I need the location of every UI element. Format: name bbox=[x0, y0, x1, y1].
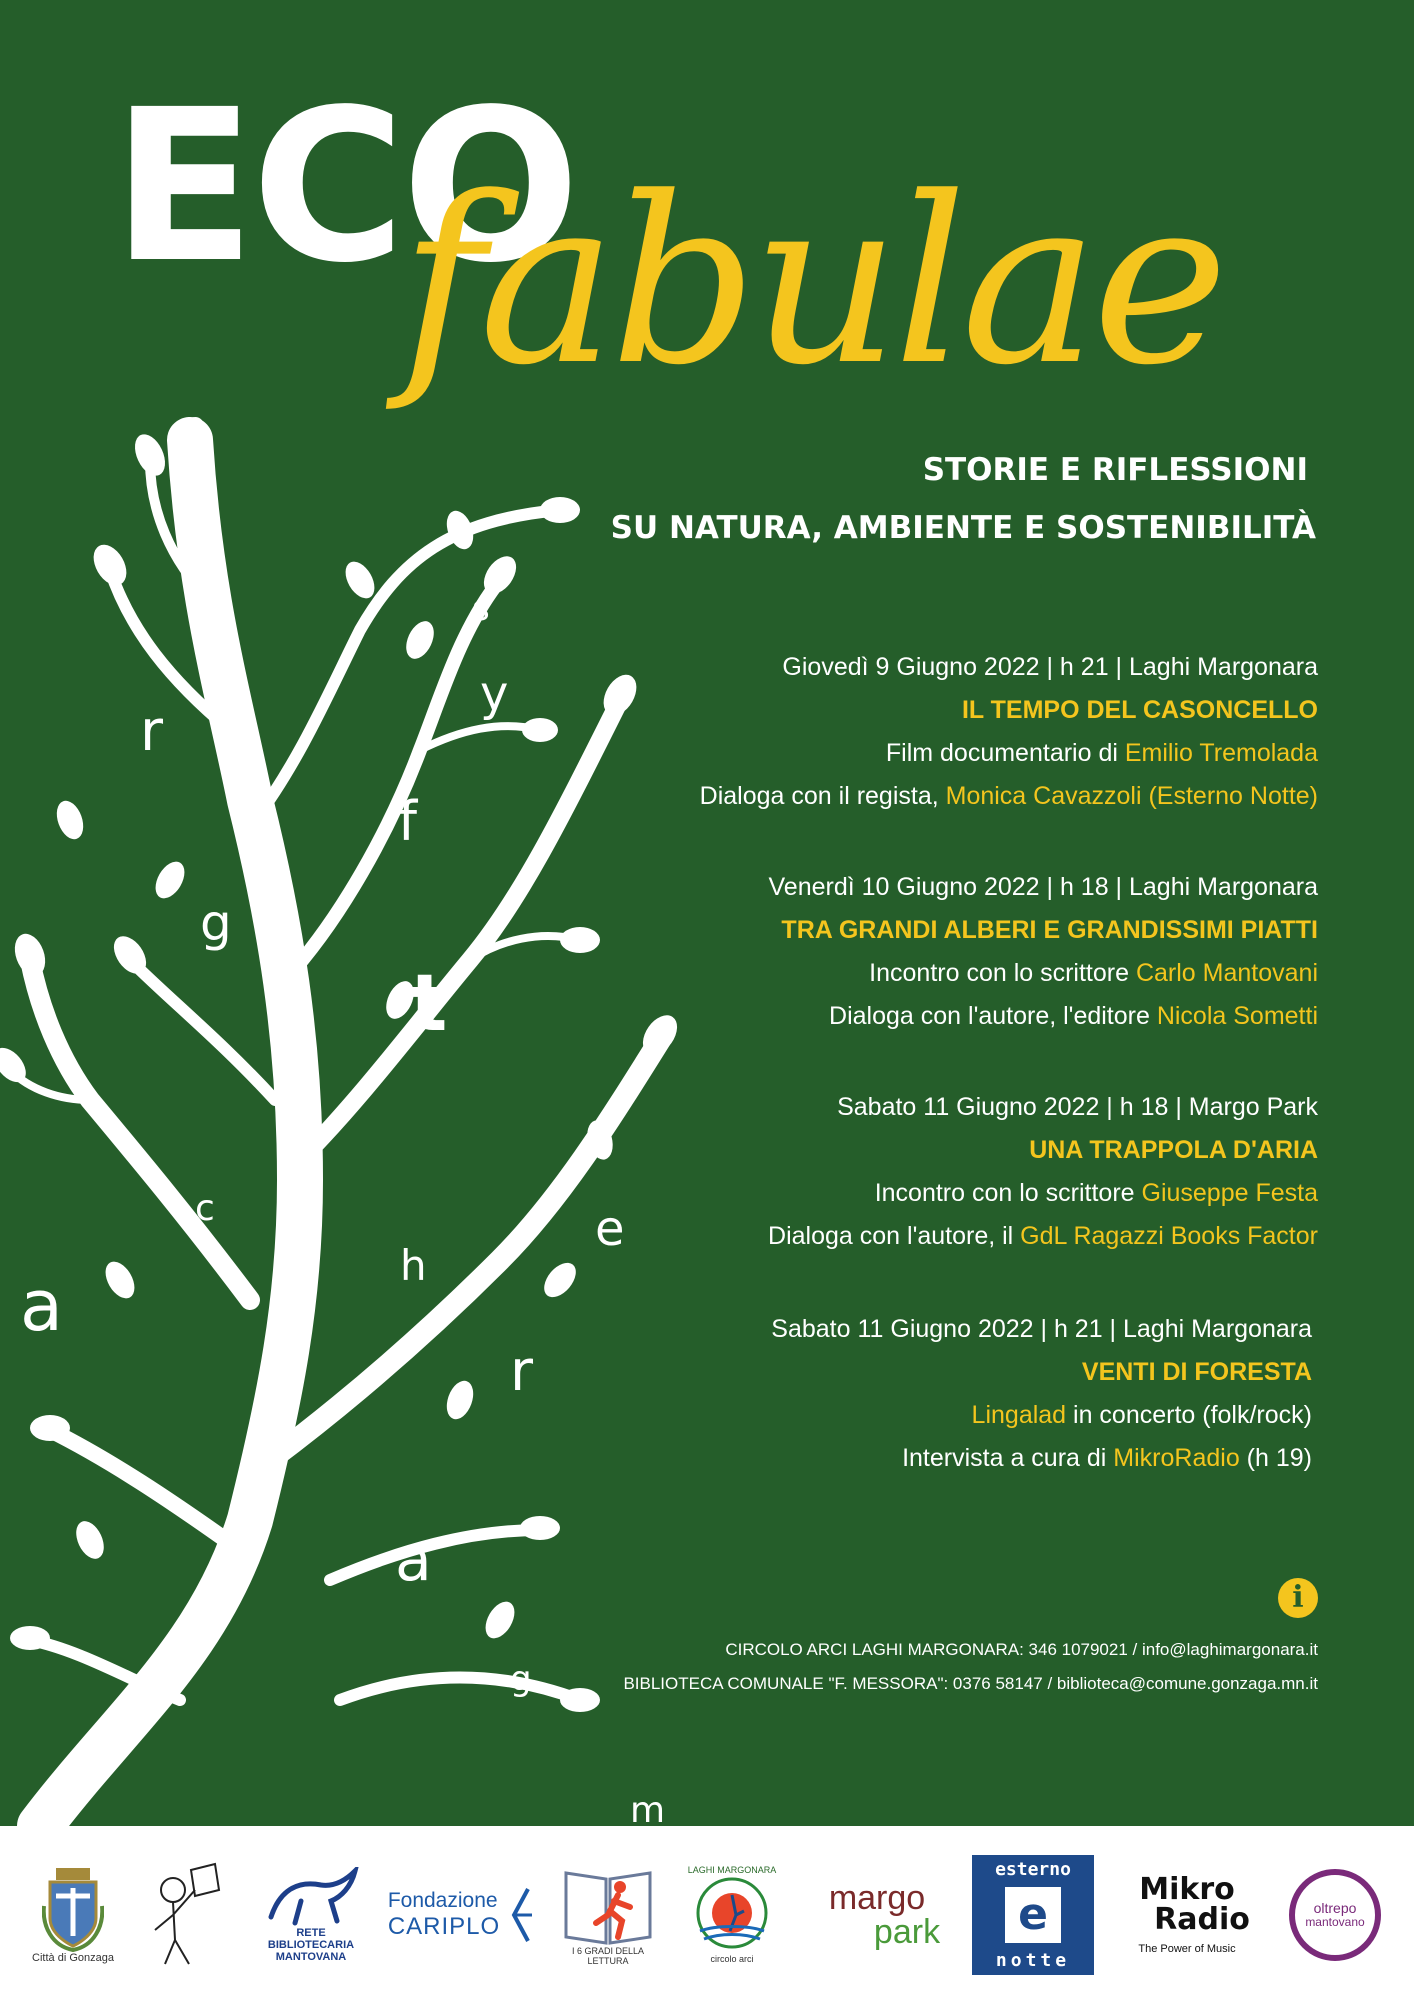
event-highlight: Lingalad bbox=[971, 1401, 1067, 1429]
event-highlight: MikroRadio bbox=[1113, 1444, 1240, 1472]
logo-citta-di-gonzaga bbox=[28, 1850, 118, 1980]
event-text: Film documentario di bbox=[885, 739, 1125, 767]
event-highlight: Emilio Tremolada bbox=[1124, 739, 1318, 767]
logo-caption: MANTOVANA bbox=[275, 1951, 347, 1964]
event-title: VENTI DI FORESTA bbox=[1081, 1358, 1312, 1386]
tree-letter: y bbox=[480, 666, 509, 722]
logo-reader-drawing bbox=[140, 1850, 230, 1980]
event-3 bbox=[558, 1086, 1318, 1258]
horse-book-icon bbox=[261, 1867, 361, 1927]
logo-caption: I 6 GRADI DELLA LETTURA bbox=[571, 1946, 645, 1966]
logo-margo-park bbox=[802, 1850, 952, 1980]
tree-letter: c bbox=[195, 1188, 215, 1229]
cariplo-mark-icon bbox=[508, 1885, 534, 1945]
tree-letter: g bbox=[510, 1659, 532, 1699]
logo-caption: margo bbox=[828, 1879, 926, 1917]
event-4 bbox=[552, 1308, 1312, 1480]
logo-caption: oltrepo bbox=[1313, 1899, 1357, 1916]
logo-caption: CARIPLO bbox=[387, 1913, 501, 1940]
tree-letter: h bbox=[400, 1241, 427, 1290]
logo-caption: park bbox=[873, 1913, 941, 1951]
tree-letter: a bbox=[20, 1265, 63, 1347]
event-line-2 bbox=[552, 1437, 1312, 1480]
contact-line-2: BIBLIOTECA COMUNALE "F. MESSORA": 0376 58147 / biblioteca@comune.gonzaga.mn.it bbox=[623, 1674, 1318, 1693]
event-text: Dialoga con l'autore, il bbox=[768, 1222, 1021, 1250]
logo-caption: circolo arci bbox=[710, 1954, 754, 1965]
event-text: in concerto (folk/rock) bbox=[1066, 1401, 1312, 1429]
logo-caption: notte bbox=[995, 1950, 1071, 1971]
title-eco: ECO bbox=[112, 64, 577, 309]
book-runner-icon bbox=[560, 1863, 656, 1947]
logo-caption: RETE bbox=[296, 1926, 326, 1939]
event-text: Incontro con lo scrittore bbox=[874, 1179, 1142, 1207]
event-date: Giovedì 9 Giugno 2022 | h 21 | Laghi Margonara bbox=[782, 653, 1318, 681]
heron-lake-icon bbox=[690, 1875, 774, 1955]
logo-oltrepo-mantovano bbox=[1280, 1850, 1390, 1980]
event-highlight: GdL Ragazzi Books Factor bbox=[1020, 1222, 1318, 1250]
logo-caption: Fondazione bbox=[387, 1889, 498, 1912]
logo-caption: esterno bbox=[995, 1859, 1071, 1880]
logo-caption: mantovano bbox=[1305, 1915, 1365, 1930]
event-line-1 bbox=[558, 732, 1318, 775]
contact-line-1: CIRCOLO ARCI LAGHI MARGONARA: 346 1079021 / info@laghimargonara.it bbox=[725, 1640, 1318, 1659]
sponsor-logos bbox=[0, 1826, 1414, 2000]
event-date: Sabato 11 Giugno 2022 | h 21 | Laghi Margonara bbox=[771, 1315, 1312, 1343]
logo-caption: Radio bbox=[1154, 1901, 1250, 1937]
tree-letter: g bbox=[200, 894, 232, 952]
logo-laghi-margonara bbox=[680, 1850, 784, 1980]
logo-caption: Mikro bbox=[1139, 1871, 1235, 1907]
tree-letter: f bbox=[398, 790, 418, 853]
title-fabulae: fabulae bbox=[400, 149, 1223, 416]
event-title: UNA TRAPPOLA D'ARIA bbox=[1029, 1136, 1318, 1164]
logo-esterno-notte bbox=[970, 1850, 1096, 1980]
event-text: Intervista a cura di bbox=[902, 1444, 1114, 1472]
event-highlight: Carlo Mantovani bbox=[1135, 959, 1318, 987]
logo-6-gradi-della-lettura bbox=[556, 1850, 660, 1980]
logo-mikroradio bbox=[1112, 1850, 1262, 1980]
tree-letter: r bbox=[510, 1339, 534, 1404]
event-highlight: Giuseppe Festa bbox=[1141, 1179, 1318, 1207]
event-line-2 bbox=[558, 1215, 1318, 1258]
event-line-1 bbox=[558, 1172, 1318, 1215]
event-text: Dialoga con il regista, bbox=[699, 782, 946, 810]
event-date: Venerdì 10 Giugno 2022 | h 18 | Laghi Margonara bbox=[768, 873, 1318, 901]
event-date: Sabato 11 Giugno 2022 | h 18 | Margo Park bbox=[837, 1093, 1318, 1121]
reader-drawing-icon bbox=[145, 1860, 225, 1970]
info-icon: i bbox=[1278, 1578, 1318, 1618]
logo-caption: Città di Gonzaga bbox=[32, 1951, 114, 1964]
event-2 bbox=[558, 866, 1318, 1038]
logo-caption: e bbox=[1005, 1887, 1061, 1943]
event-text: Incontro con lo scrittore bbox=[869, 959, 1136, 987]
event-text: (h 19) bbox=[1239, 1444, 1312, 1472]
logo-caption: BIBLIOTECARIA bbox=[267, 1938, 355, 1951]
event-title: TRA GRANDI ALBERI E GRANDISSIMI PIATTI bbox=[781, 916, 1318, 944]
event-line-1 bbox=[552, 1394, 1312, 1437]
tree-letter: t bbox=[410, 959, 448, 1049]
tree-letter: m bbox=[630, 1790, 666, 1826]
subtitle-line-1: STORIE E RIFLESSIONI bbox=[922, 452, 1308, 488]
event-text: Dialoga con l'autore, l'editore bbox=[829, 1002, 1157, 1030]
event-line-2 bbox=[558, 995, 1318, 1038]
tree-letter: r bbox=[140, 699, 164, 764]
event-1 bbox=[558, 646, 1318, 818]
event-line-2 bbox=[558, 775, 1318, 818]
logo-caption: The Power of Music bbox=[1138, 1942, 1236, 1955]
logo-fondazione-cariplo bbox=[386, 1850, 536, 1980]
tree-letter: a bbox=[395, 1525, 432, 1595]
logo-rete-bibliotecaria-mantovana bbox=[252, 1850, 370, 1980]
logo-caption: LAGHI MARGONARA bbox=[687, 1865, 777, 1876]
tree-letter: s bbox=[472, 589, 490, 629]
event-highlight: Monica Cavazzoli (Esterno Notte) bbox=[945, 782, 1318, 810]
event-highlight: Nicola Sometti bbox=[1156, 1002, 1318, 1030]
event-title: IL TEMPO DEL CASONCELLO bbox=[961, 696, 1318, 724]
coat-of-arms-icon bbox=[42, 1866, 104, 1952]
tree-letter: e bbox=[595, 1201, 625, 1257]
event-line-1 bbox=[558, 952, 1318, 995]
subtitle-line-2: SU NATURA, AMBIENTE E SOSTENIBILITÀ bbox=[610, 510, 1316, 546]
